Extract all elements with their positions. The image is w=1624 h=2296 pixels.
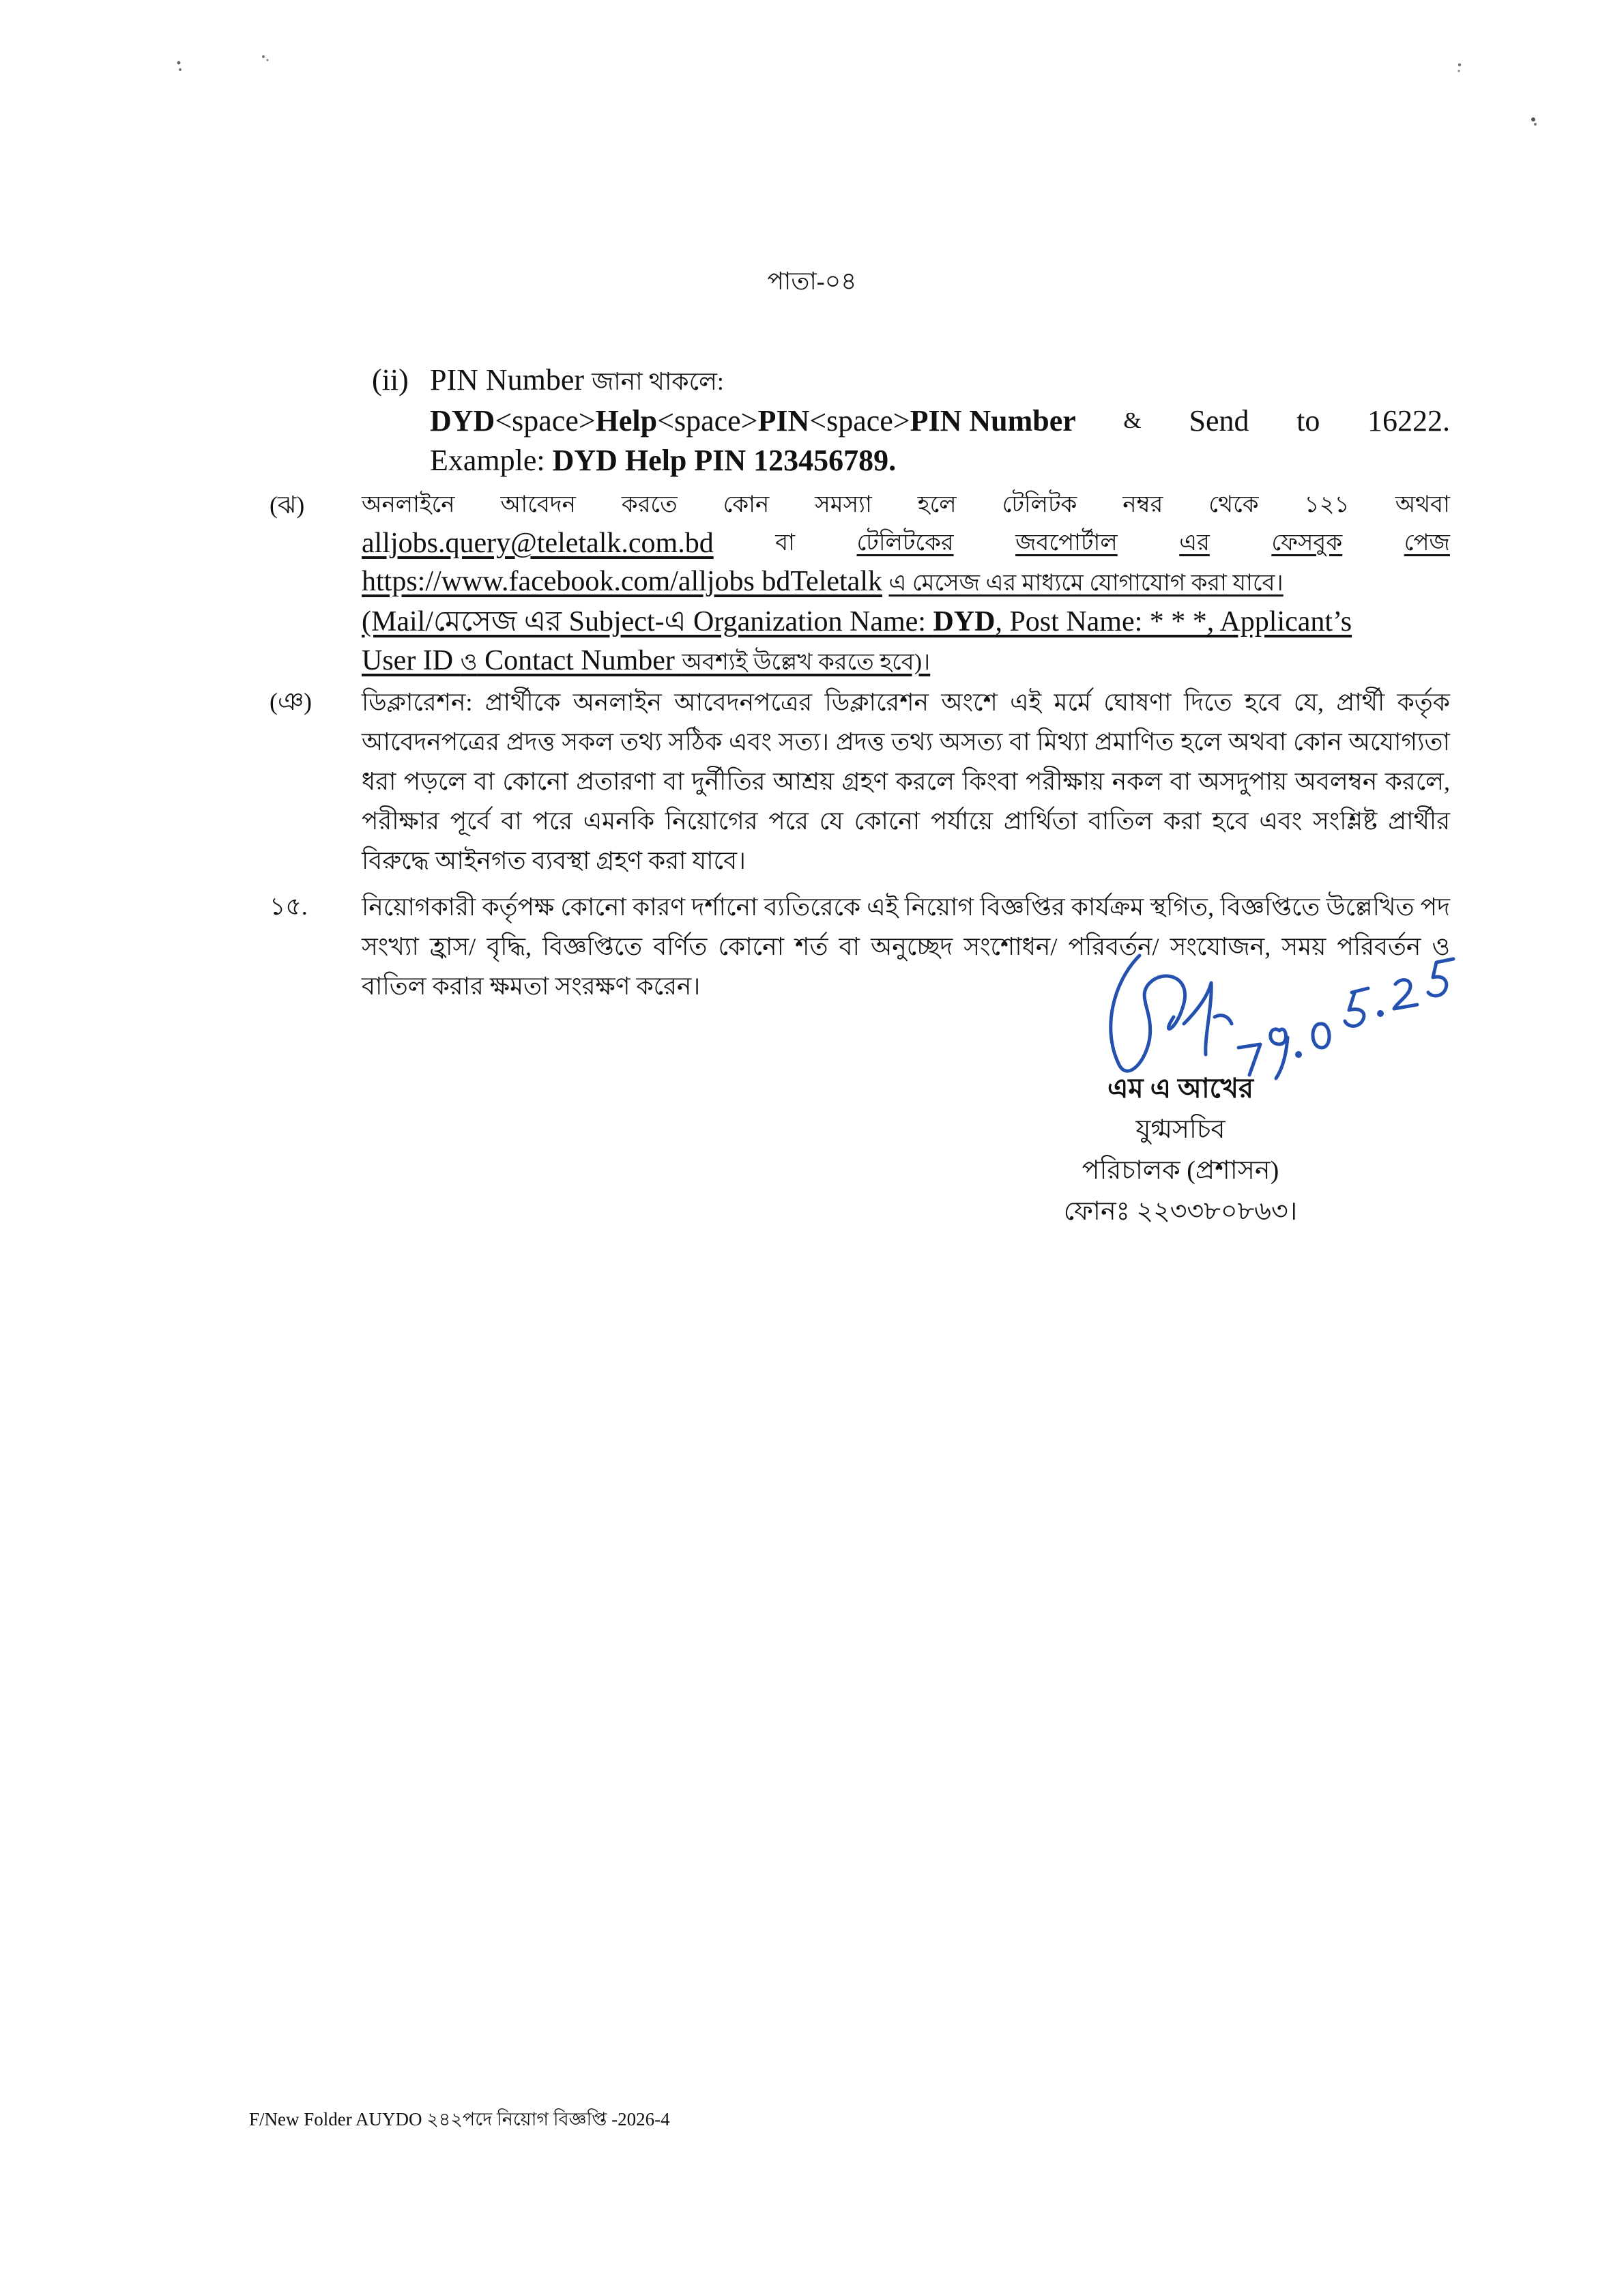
pin-heading-en: PIN Number [430, 363, 585, 397]
word: ফেসবুক [1271, 530, 1343, 556]
declaration-text: ডিক্লারেশন: প্রার্থীকে অনলাইন আবেদনপত্রের ডিক্লারেশন অংশে এই মর্মে ঘোষণা দিতে হবে যে, প্রার্থী কর্তৃক আবেদনপত্রের প্রদত্ত সকল তথ্য সঠিক এবং সত্য। প্রদত্ত তথ্য অসত্য বা মিথ্যা প্রমাণিত হলে অথবা কোন অযোগ্যতা ধরা পড়লে বা কোনো প্রতারণা বা দুর্নীতির আশ্রয় গ্রহণ করলে কিংবা পরীক্ষায় নকল বা অসদুপায় অবলম্বন করলে, পরীক্ষার পূর্বে বা পরে এমনকি নিয়োগের পরে যে কোনো পর্যায়ে প্রার্থিতা বাতিল করা হবে এবং সংশ্লিষ্ট প্রার্থীর বিরুদ্ধে আইনগত ব্যবস্থা গ্রহণ করা যাবে। [362, 689, 1450, 874]
email-link[interactable]: alljobs.query@teletalk.com.bd [362, 528, 714, 559]
item-marker: (ঝ) [270, 491, 305, 519]
signatory-phone: ফোনঃ ২২৩৩৮০৮৬৩। [1063, 1197, 1298, 1226]
word: অথবা [1395, 492, 1450, 517]
contact-line-5 [362, 642, 1450, 682]
item-jha [270, 486, 1450, 682]
sms-part: <space> [495, 404, 596, 437]
word: টেলিটক [1002, 492, 1077, 517]
subject-note [362, 606, 1352, 637]
pin-example [430, 441, 1450, 480]
word: করতে [621, 492, 678, 517]
word: এর [1179, 530, 1210, 556]
subject-text: অবশ্যই উল্লেখ করতে হবে)। [682, 650, 931, 675]
sms-to: to [1296, 404, 1320, 437]
contact-line-2 [362, 524, 1450, 562]
pin-heading [372, 360, 1450, 401]
word: আবেদন [500, 492, 576, 517]
subject-text: ও [460, 650, 478, 675]
word: কোন [723, 492, 770, 517]
page-number: পাতা-০৪ [767, 268, 857, 295]
org-name: DYD [933, 606, 996, 637]
sms-number: 16222. [1367, 404, 1450, 437]
contact-line-3 [362, 562, 1450, 603]
word: পেজ [1404, 530, 1450, 556]
signatory-designation: যুগ্মসচিব [1135, 1115, 1226, 1144]
word: থেকে [1208, 492, 1259, 517]
pin-section [372, 360, 1450, 480]
pin-marker: (ii) [372, 363, 409, 397]
subject-text: (Mail/মেসেজ এর Subject-এ Organization Name: [362, 606, 933, 637]
item-nio [270, 683, 1450, 880]
example-label: Example: [430, 444, 545, 477]
authority-text: নিয়োগকারী কর্তৃপক্ষ কোনো কারণ দর্শানো ব্যতিরেকে এই নিয়োগ বিজ্ঞপ্তির কার্যক্রম স্থগিত, বিজ্ঞপ্তিতে উল্লেখিত পদ সংখ্যা হ্রাস/ বৃদ্ধি, বিজ্ঞপ্তিতে বর্ণিত কোনো শর্ত বা অনুচ্ছেদ সংশোধন/ পরিবর্তন/ সংযোজন, সময় পরিবর্তন ও বাতিল করার ক্ষমতা সংরক্ষণ করেন। [362, 893, 1450, 1000]
sms-part: PIN Number [910, 404, 1076, 437]
word: সমস্যা [815, 492, 872, 517]
subject-text: Contact Number [477, 645, 682, 676]
word: অনলাইনে [362, 492, 455, 517]
sms-command [430, 401, 1076, 441]
contact-line-1 [362, 486, 1450, 524]
sms-amp: & [1123, 408, 1142, 433]
sms-part: <space> [809, 404, 910, 437]
pin-sms-format [430, 401, 1450, 441]
subject-text: , Post Name: * * *, Applicant’s [995, 606, 1352, 637]
sms-part: DYD [430, 404, 495, 437]
word: ১২১ [1304, 492, 1350, 517]
sms-part: Help [595, 404, 658, 437]
example-value: DYD Help PIN 123456789. [552, 444, 897, 477]
item-marker: (ঞ) [270, 688, 312, 715]
sms-send: Send [1189, 404, 1249, 437]
subject-note-end [362, 645, 930, 676]
signatory-office: পরিচালক (প্রশাসন) [1082, 1156, 1279, 1185]
item-marker: ১৫. [270, 893, 308, 920]
footer-file-path: F/New Folder AUYDO ২৪২পদে নিয়োগ বিজ্ঞপ্তি -2026-4 [249, 2109, 670, 2129]
pin-heading-bn: জানা থাকলে: [592, 368, 724, 395]
signatory-block [989, 1068, 1372, 1232]
sms-part: PIN [757, 404, 810, 437]
word: বা [775, 530, 796, 556]
item-jha-content [362, 486, 1450, 682]
word: টেলিটকের [856, 530, 954, 556]
contact-line-4 [362, 603, 1450, 642]
word: জবপোর্টাল [1015, 530, 1118, 556]
word: হলে [917, 492, 957, 517]
sms-part: <space> [657, 404, 758, 437]
facebook-text: এ মেসেজ এর মাধ্যমে যোগাযোগ করা যাবে। [888, 571, 1284, 596]
scan-specks [0, 0, 1624, 177]
signatory-name: এম এ আখের [1107, 1073, 1254, 1104]
subject-text: User ID [362, 645, 461, 676]
facebook-link[interactable]: https://www.facebook.com/alljobs bdTeletalk [362, 566, 882, 597]
word: নম্বর [1122, 492, 1163, 517]
